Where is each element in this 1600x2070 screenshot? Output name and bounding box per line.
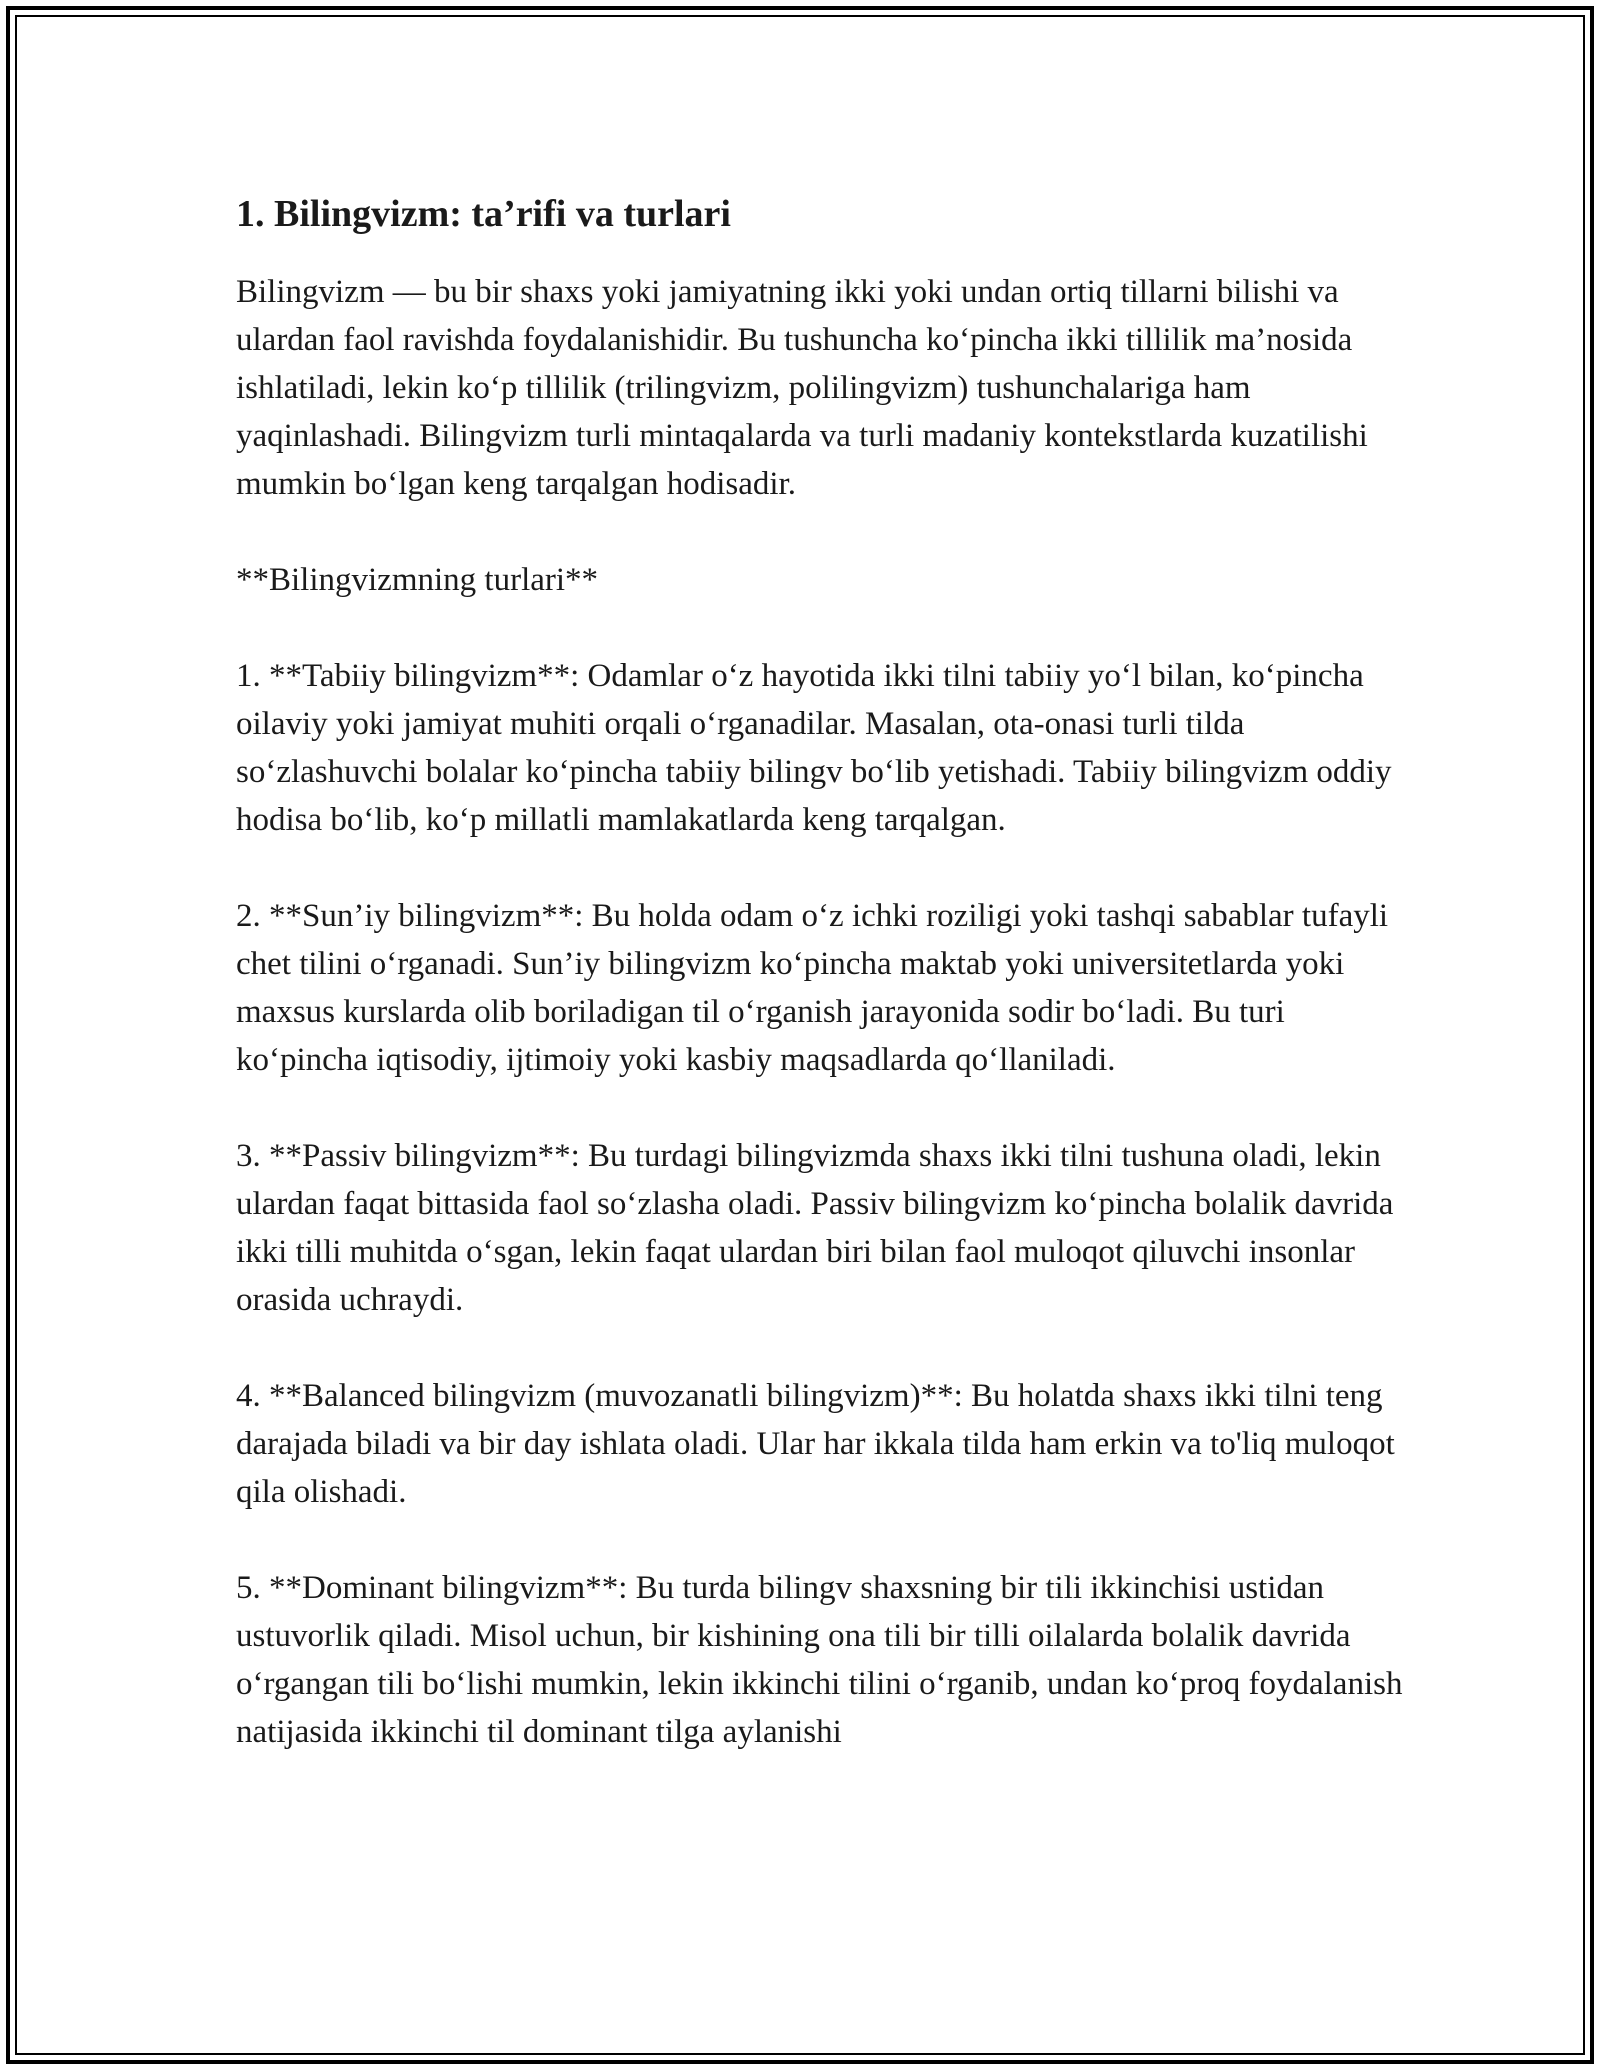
list-item-dominant: 5. **Dominant bilingvizm**: Bu turda bilingv shaxsning bir tili ikkinchisi ustidan ustuvorlik qiladi. Misol uchun, bir kishining ona tili bir tilli oilalarda bolalik davrida o‘rgangan tili bo‘lishi mumkin, lekin ikkinchi tilini o‘rganib, undan ko‘proq foydalanish natijasida ikkinchi til dominant tilga aylanishi xyxy=(236,1570,1403,1750)
list-item-natural: 1. **Tabiiy bilingvizm**: Odamlar o‘z hayotida ikki tilni tabiiy yo‘l bilan, ko‘pincha oilaviy yoki jamiyat muhiti orqali o‘rganadilar. Masalan, ota-onasi turli tilda so‘zlashuvchi bolalar ko‘pincha tabiiy bilingv bo‘lib yetishadi. Tabiiy bilingvizm oddiy hodisa bo‘lib, ko‘p millatli mamlakatlarda keng tarqalgan. xyxy=(236,658,1392,838)
list-item-passive: 3. **Passiv bilingvizm**: Bu turdagi bilingvizmda shaxs ikki tilni tushuna oladi, lekin ulardan faqat bittasida faol so‘zlasha oladi. Passiv bilingvizm ko‘pincha bolalik davrida ikki tilli muhitda o‘sgan, lekin faqat ulardan biri bilan faol muloqot qiluvchi insonlar orasida uchraydi. xyxy=(236,1138,1394,1318)
intro-paragraph: Bilingvizm — bu bir shaxs yoki jamiyatning ikki yoki undan ortiq tillarni bilishi va ulardan faol ravishda foydalanishidir. Bu tushuncha ko‘pincha ikki tillilik ma’nosida ishlatiladi, lekin ko‘p tillilik (trilingvizm, polilingvizm) tushunchalariga ham yaqinlashadi. Bilingvizm turli mintaqalarda va turli madaniy kontekstlarda kuzatilishi mumkin bo‘lgan keng tarqalgan hodisadir. xyxy=(236,274,1368,502)
list-item-artificial: 2. **Sun’iy bilingvizm**: Bu holda odam o‘z ichki roziligi yoki tashqi sabablar tufayli chet tilini o‘rganadi. Sun’iy bilingvizm ko‘pincha maktab yoki universitetlarda yoki maxsus kurslarda olib boriladigan til o‘rganish jarayonida sodir bo‘ladi. Bu turi ko‘pincha iqtisodiy, ijtimoiy yoki kasbiy maqsadlarda qo‘llaniladi. xyxy=(236,898,1389,1078)
document-body xyxy=(236,186,1406,1756)
section-heading: 1. Bilingvizm: ta’rifi va turlari xyxy=(236,193,731,235)
list-item-balanced: 4. **Balanced bilingvizm (muvozanatli bilingvizm)**: Bu holatda shaxs ikki tilni teng darajada biladi va bir day ishlata oladi. Ular har ikkala tilda ham erkin va to'liq muloqot qila olishadi. xyxy=(236,1378,1395,1510)
types-heading: **Bilingvizmning turlari** xyxy=(236,562,599,598)
